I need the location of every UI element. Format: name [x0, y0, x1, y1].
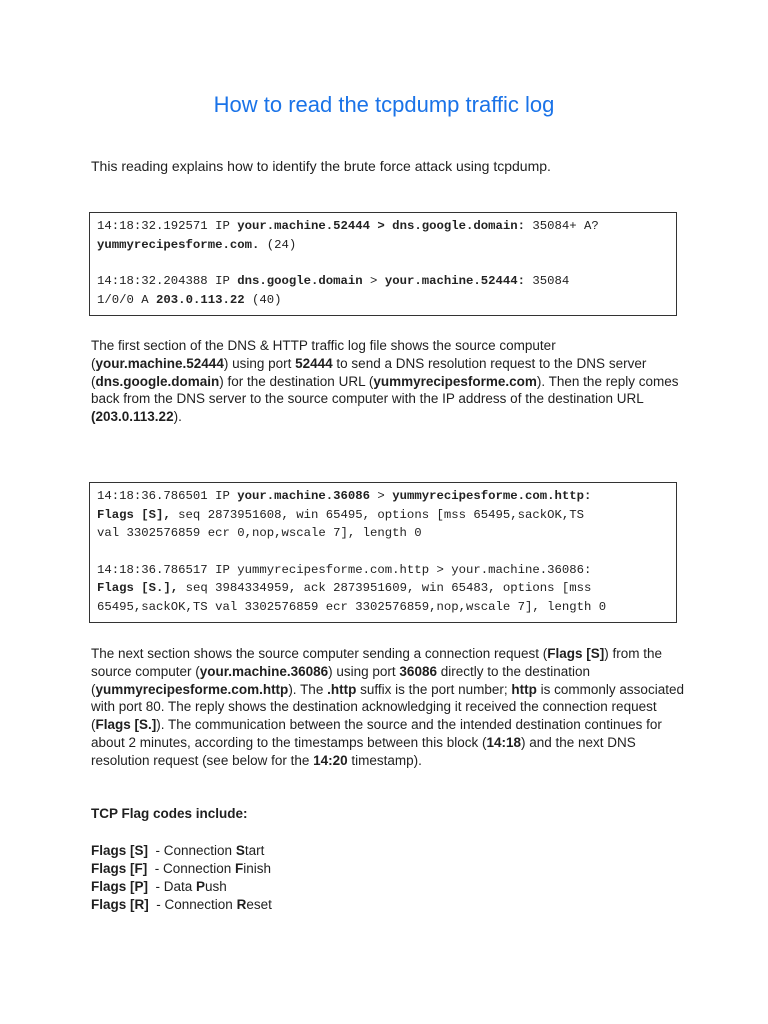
text-run-bold: 14:18	[486, 734, 521, 750]
log-segment-bold: your.machine.36086	[237, 489, 371, 503]
text-run-bold: dns.google.domain	[95, 373, 220, 389]
text-run: The next section shows the source computer sending a connection request (	[91, 646, 548, 661]
log-segment-bold: your.machine.52444:	[384, 274, 526, 288]
flag-item	[91, 896, 272, 914]
text-run-bold: 14:20	[313, 752, 348, 768]
text-run: is commonly associated with port 80. The reply shows the destination acknowledging it received the connection request (	[91, 681, 684, 733]
text-run: ) for the destination URL (	[219, 373, 374, 389]
text-run: The first section of the DNS & HTTP traffic log file shows the source computer (	[91, 338, 556, 371]
log-segment: 1/0/0 A	[97, 292, 157, 307]
http-explanation-paragraph	[91, 645, 691, 770]
text-run: ) using port	[223, 355, 296, 371]
log-line: 65495,sackOK,TS val 3302576859 ecr 3302576859,nop,wscale 7], length 0	[97, 599, 607, 614]
text-run-bold: 52444	[295, 355, 333, 371]
text-run-bold: yummyrecipesforme.com	[373, 373, 537, 389]
text-run-bold: (203.0.113.22	[91, 409, 174, 425]
text-run: ) using port	[328, 663, 400, 679]
log-line	[97, 291, 676, 310]
log-segment: 35084	[525, 274, 570, 288]
log-gap	[97, 254, 676, 272]
flag-letter: S	[235, 843, 245, 858]
text-run: directly to the destination (	[91, 663, 591, 697]
log-segment-bold: yummyrecipesforme.com.http:	[392, 489, 592, 503]
flag-letter: F	[235, 861, 244, 876]
log-segment: 14:18:32.204388 IP	[97, 274, 238, 288]
text-run-bold: yummyrecipesforme.com.http	[95, 681, 289, 697]
text-run: ). Then the reply comes back from the DNS server to the source computer with the IP address of the destination URL	[91, 373, 679, 407]
flag-code: Flags [P]	[91, 879, 149, 894]
text-run-bold: your.machine.36086	[199, 663, 329, 679]
flag-letter: P	[196, 879, 206, 894]
log-segment: seq 2873951608, win 65495, options [mss 65495,sackOK,TS	[170, 507, 585, 522]
text-run: ). The	[288, 681, 328, 697]
flags-heading: TCP Flag codes include:	[91, 806, 248, 821]
log-segment-bold: Flags [S.],	[97, 581, 179, 595]
text-run-bold: Flags [S]	[547, 646, 605, 661]
flag-desc: tart	[244, 843, 265, 858]
text-run-bold: http	[511, 681, 537, 697]
log-segment: 14:18:32.192571 IP	[97, 219, 238, 233]
flag-code: Flags [S]	[91, 843, 149, 858]
log-segment-bold: dns.google.domain	[237, 274, 363, 288]
log-segment: 35084+ A?	[525, 219, 599, 233]
log-segment-bold: 203.0.113.22	[156, 292, 245, 307]
log-segment-bold: Flags [S],	[97, 507, 171, 522]
log-line	[97, 236, 676, 255]
log-segment-bold: your.machine.52444 > dns.google.domain:	[237, 219, 526, 233]
flag-list	[91, 842, 272, 914]
intro-text: This reading explains how to identify the brute force attack using tcpdump.	[91, 158, 551, 174]
flag-code: Flags [F]	[91, 861, 148, 876]
text-run: ) and the next DNS resolution request (see below for the	[91, 734, 636, 768]
flag-desc: eset	[246, 897, 272, 912]
log-segment: (24)	[259, 237, 297, 252]
text-run: to send a DNS resolution request to the DNS server (	[91, 355, 647, 389]
log-line	[97, 487, 676, 506]
log-segment: 14:18:36.786501 IP	[97, 489, 238, 503]
flag-item	[91, 842, 272, 860]
flag-desc: - Connection	[148, 897, 237, 912]
log-line	[97, 217, 676, 236]
flag-code: Flags [R]	[91, 897, 149, 912]
log-line	[97, 506, 676, 525]
text-run: ). The communication between the source and the intended destination continues for about 2 minutes, according to the timestamps between this block (	[91, 717, 662, 750]
dns-log-block	[89, 212, 677, 316]
log-segment: >	[370, 489, 393, 503]
log-segment: (40)	[244, 292, 282, 307]
text-run: ) from the source computer (	[91, 646, 663, 679]
log-line	[97, 579, 676, 598]
text-run: ).	[173, 409, 182, 425]
text-run-bold: 36086	[399, 663, 437, 679]
flag-desc: ush	[205, 879, 227, 894]
flag-letter: R	[236, 897, 247, 912]
log-gap	[97, 543, 676, 561]
flag-desc: - Connection	[148, 843, 236, 858]
flag-desc: - Data	[148, 879, 197, 894]
text-run-bold: your.machine.52444	[95, 355, 224, 371]
text-run: suffix is the port number;	[356, 681, 512, 697]
log-segment-bold: yummyrecipesforme.com.	[97, 237, 260, 252]
log-segment: >	[362, 274, 385, 288]
page-title: How to read the tcpdump traffic log	[213, 92, 555, 117]
flag-desc: inish	[243, 861, 272, 876]
log-line	[97, 272, 676, 291]
flag-item	[91, 878, 272, 896]
flag-desc: - Connection	[147, 861, 236, 876]
dns-explanation-paragraph	[91, 337, 691, 426]
text-run-bold: .http	[327, 681, 357, 697]
log-line: 14:18:36.786517 IP yummyrecipesforme.com.http > your.machine.36086:	[97, 562, 592, 577]
text-run: timestamp).	[347, 752, 422, 768]
flag-item	[91, 860, 272, 878]
log-segment: seq 3984334959, ack 2873951609, win 65483, options [mss	[178, 581, 592, 595]
text-run-bold: Flags [S.]	[95, 717, 157, 733]
http-log-block	[89, 482, 677, 623]
log-line: val 3302576859 ecr 0,nop,wscale 7], length 0	[97, 526, 422, 540]
